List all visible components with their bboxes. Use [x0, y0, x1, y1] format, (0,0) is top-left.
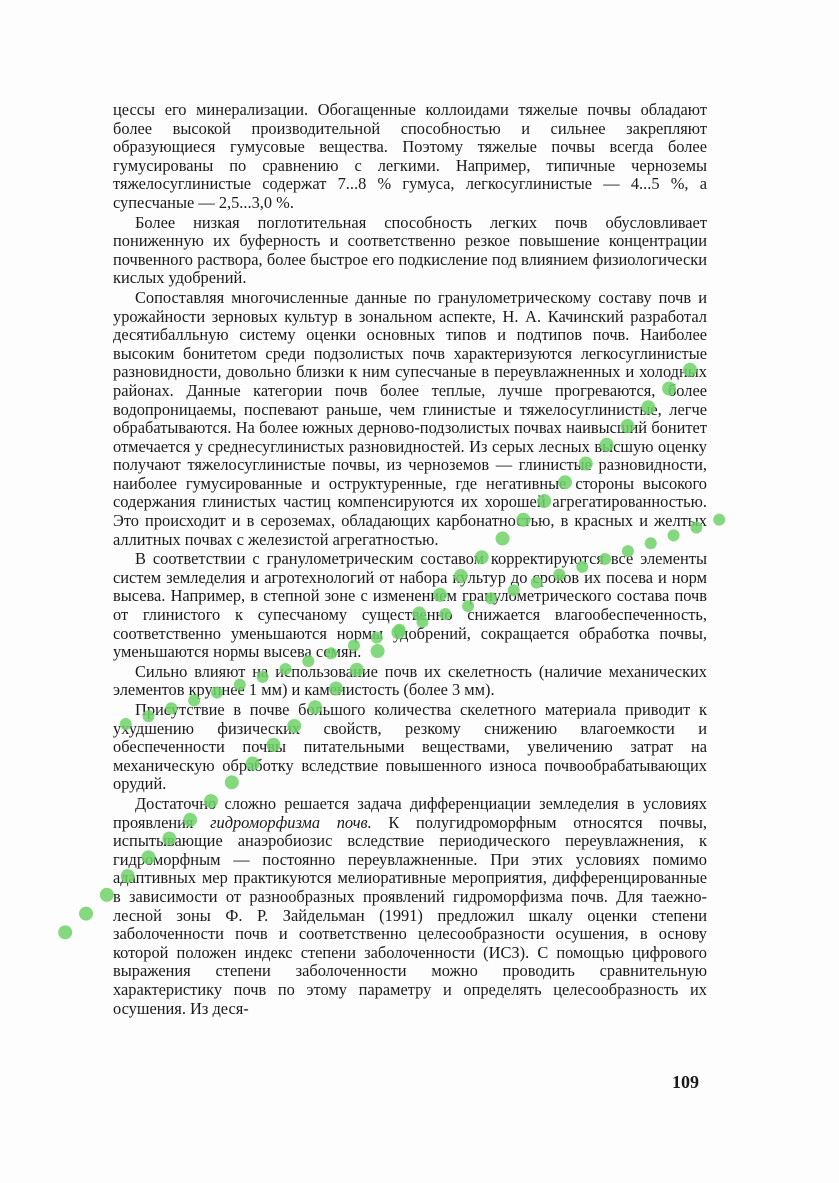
paragraph-3: Сопоставляя многочисленные данные по гранулометрическому составу почв и урожайности зерновых культур в зональном аспекте, Н. А. Качинский разработал десятибалльную систему оценки основных типов и подтипов почв. Наиболее высоким бонитетом среди подзолистых почв характеризуются легкосуглинистые разновидности, довольно близки к ним супесчаные в переувлажненных и холодных районах. Данные категории почв более теплые, лучше прогреваются, более водопроницаемы, поспевают раньше, чем глинистые и тяжелосуглинистые, легче обрабатываются. На более южных дерново-подзолистых почвах наивысший бонитет отмечается у среднесуглинистых разновидностей. Из серых лесных высшую оценку получают тяжелосуглинистые почвы, из черноземов — глинистые разновидности, наиболее гумусированные и оструктуренные, где негативные стороны высокого содержания глинистых частиц компенсируются их хорошей агрегатированностью. Это происходит и в сероземах, обладающих карбонатностью, в красных и желтых аллитных почвах с железистой агрегатностью.: [113, 287, 707, 549]
paragraph-2: Более низкая поглотительная способность легких почв обусловливает пониженную их буферность и соответственно резкое повышение концентрации почвенного раствора, более быстрое его подкисление под влиянием физиологически кислых удобрений.: [113, 212, 707, 288]
paragraph-4: В соответствии с гранулометрическим составом корректируются все элементы систем земледелия и агротехнологий от набора культур до сроков их посева и норм высева. Например, в степной зоне с изменением гранулометрического состава почв от глинистого к супесчаному существенно снижается влагообеспеченность, соответственно уменьшаются нормы удобрений, сокращается обработка почвы, уменьшаются нормы высева семян.: [113, 549, 707, 662]
paragraph-7-rest: К полугидроморфным относятся почвы, испытывающие анаэробиозис вследствие периодического переувлажнения, к гидроморфным — постоянно переувлажненные. При этих условиях помимо адаптивных мер практикуются мелиоративные мероприятия, дифференцированные в зависимости от разнообразных проявлений гидроморфизма почв. Для таежно-лесной зоны Ф. Р. Зайдельман (1991) предложил шкалу оценки степени заболоченности почв и соответственно целесообразности осушения, в основу которой положен индекс степени заболоченности (ИСЗ). С помощью цифрового выражения степени заболоченности можно проводить сравнительную характеристику почв по этому параметру и определять целесообразность их осушения. Из деся-: [113, 812, 707, 1018]
paragraph-7-start: Достаточно сложно решается задача дифференциации земледелия в условиях проявления: [113, 793, 707, 832]
paragraph-7: [113, 795, 707, 1018]
italic-term: гидроморфизма почв.: [210, 812, 372, 832]
page-number: 109: [672, 1072, 699, 1092]
paragraph-1: цессы его минерализации. Обогащенные коллоидами тяжелые почвы обладают более высокой производительной способностью и сильнее закрепляют образующиеся гумусовые вещества. Поэтому тяжелые почвы всегда более гумусированы по сравнению с легкими. Например, типичные черноземы тяжелосуглинистые содержат 7...8 % гумуса, легкосуглинистые — 4...5 %, а супесчаные — 2,5...3,0 %.: [113, 100, 707, 212]
paragraph-5: Сильно влияют на использование почв их скелетность (наличие механических элементов крупнее 1 мм) и каменистость (более 3 мм).: [113, 661, 707, 700]
paragraph-6: Присутствие в почве большого количества скелетного материала приводит к ухудшению физических свойств, резкому снижению влагоемкости и обеспеченности почвы питательными веществами, увеличению затрат на механическую обработку вследствие повышенного износа почвообрабатывающих орудий.: [113, 700, 707, 794]
